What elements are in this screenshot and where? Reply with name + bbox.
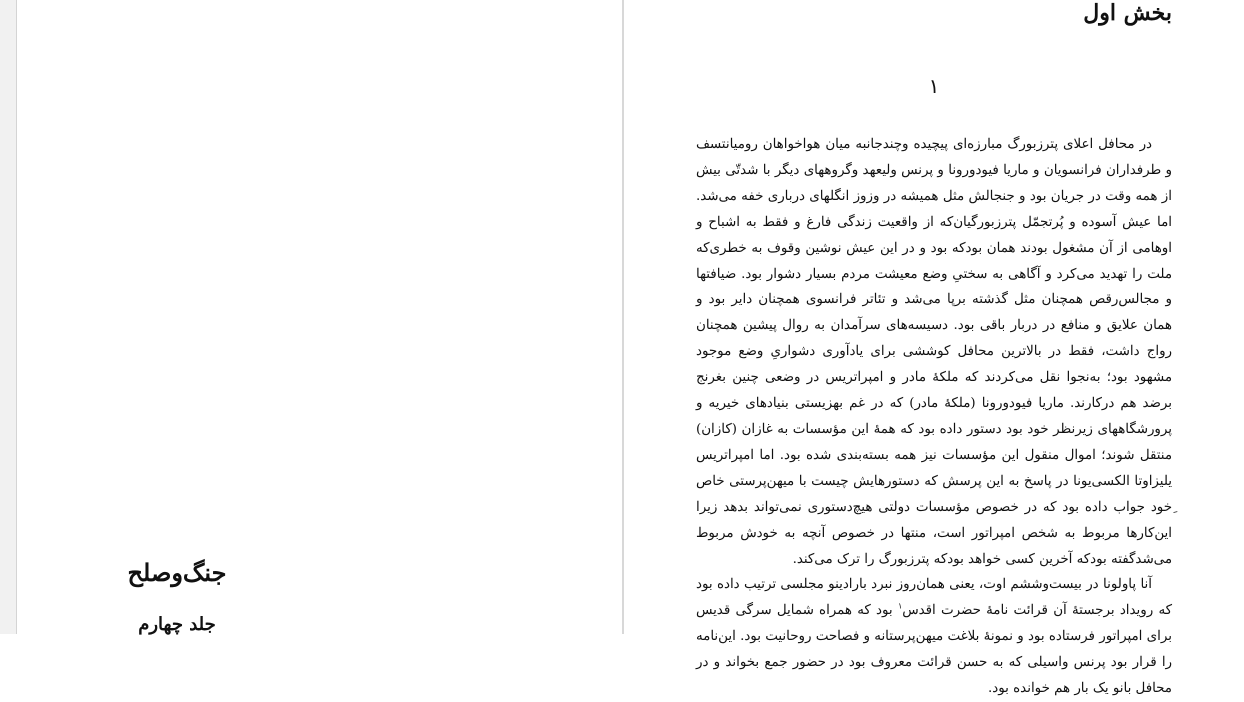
paragraph-2-end: بود که همراه شمایل سرگی قدیس برای امپراتور فرستاده بود و نمونهٔ بلاغت میهن‌پرستانه و فصاحت روحانیت بود. این‌نامه را قرار بود پرنس واسیلی که به حسن قرائت معروف بود در حضور جمع بخواند و در محافل بانو یک بار هم خوانده بود. — [696, 603, 1172, 697]
section-heading: بخش اول — [1083, 0, 1172, 26]
right-page — [624, 0, 1212, 697]
left-page — [17, 0, 622, 634]
book-title: جنگ‌وصلح — [127, 558, 227, 587]
volume-label: جلد چهارم — [138, 614, 216, 635]
paragraph-1: در محافل اعلای پترزبورگ مبارزه‌ای پیچیده وچندجانبه میان هواخواهان رومیانتسف و طرفداران فرانسویان و ماریا فیودورونا و پرنس ولیعهد وگروههای دیگر با شدتّی بیش از همه وقت در جریان بود و جنجالش مثل همیشه در وزوز انگلهای درباری خفه می‌شد. اما عیش آسوده و پُرتجمّل پترزبورگیان‌که از واقعیت زندگی فارغ و فقط به اشباح و اوهامی از آن مشغول بودند همان بودکه بود و در این عیش نوشین وقوف به خطری‌که ملت را تهدید می‌کرد و آگاهی به سختیِ وضع معیشت مردم بسیار دشوار بود. ضیافتها و مجالس‌رقص همچنان مثل گذشته برپا می‌شد و تئاتر فرانسوی همچنان دایر بود و همان علایق و منافع در دربار باقی بود. دسیسه‌های سرآمدان به روال پیشین همچنان رواج داشت، فقط در بالاترین محافل کوششی برای یادآوری دشواریِ وضع موجود مشهود بود؛ به‌نجوا نقل می‌کردند که ملکهٔ مادر و امپراتریس در وضعی چنین بغرنج برضد هم درکارند. ماریا فیودورونا (ملکهٔ مادر) که در غم بهزیستی بنیادهای خیریه و پرورشگاههای زیرنظر خود بود دستور داده بود که همهٔ این مؤسسات به غازان (کازان) منتقل شوند؛ اموال منقول این مؤسسات نیز همه بسته‌بندی شده بود. اما امپراتریس یلیزاوتا الکسی‌یونا در پاسخ به این پرسش که دستورهایش چیست با میهن‌پرستی خاص ِخود جواب داده بود که در خصوص مؤسسات دولتی هیچ‌دستوری نمی‌تواند بدهد زیرا این‌کارها مربوط به شخص امپراتور است، منتها در خصوص آنچه به خودش مربوط می‌شدگفته بودکه آخرین کسی خواهد بودکه پترزبورگ را ترک می‌کند. — [696, 137, 1172, 567]
footnote-marker[interactable]: ۱ — [897, 601, 903, 611]
chapter-number: ۱ — [928, 74, 940, 98]
window-left-edge — [0, 0, 17, 634]
paragraph-2 — [696, 572, 1172, 702]
body-text — [696, 132, 1172, 702]
paragraph-2-start: آنا پاولونا در بیست‌وششم اوت، یعنی همان‌روز نبرد بارادینو مجلسی ترتیب داده بود که رویداد برجستهٔ آن قرائت نامهٔ حضرت اقدس — [696, 577, 1173, 619]
